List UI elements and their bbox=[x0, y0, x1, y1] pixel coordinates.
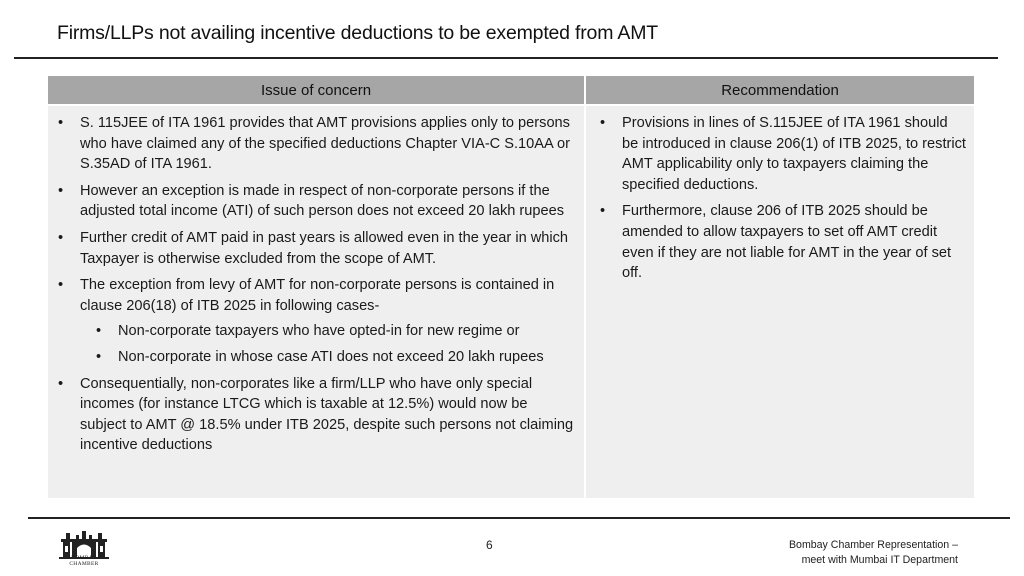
exception-case-item: • Non-corporate taxpayers who have opted-in for new regime or bbox=[118, 321, 576, 342]
bombay-chamber-logo bbox=[56, 529, 112, 567]
footer-divider bbox=[28, 517, 1010, 519]
exception-case-item: • Non-corporate in whose case ATI does not exceed 20 lakh rupees bbox=[118, 347, 576, 368]
issue-list bbox=[80, 113, 576, 456]
issue-item: • S. 115JEE of ITA 1961 provides that AMT provisions applies only to persons who have claimed any of the specified deductions Chapter VIA-C S.10AA or S.35AD of ITA 1961. bbox=[80, 113, 576, 175]
recommendation-column bbox=[586, 76, 974, 498]
title-divider bbox=[14, 57, 998, 59]
recommendation-item: • Provisions in lines of S.115JEE of ITA 1961 should be introduced in clause 206(1) of ITB 2025, to restrict AMT applicability only to taxpayers claiming the specified deductions. bbox=[622, 113, 966, 195]
exception-cases-list bbox=[118, 321, 576, 367]
logo-wordmark: BOMBAY CHAMBER bbox=[69, 555, 99, 567]
recommendation-list bbox=[622, 113, 966, 284]
issue-item-text: The exception from levy of AMT for non-corporate persons is contained in clause 206(18) of ITB 2025 in following cases- bbox=[80, 277, 555, 314]
issue-column bbox=[48, 76, 584, 498]
issue-item-with-cases bbox=[80, 275, 576, 367]
issue-body bbox=[48, 106, 584, 498]
recommendation-item: • Furthermore, clause 206 of ITB 2025 should be amended to allow taxpayers to set off AMT credit even if they are not liable for AMT in the year of set off. bbox=[622, 201, 966, 283]
footer-caption-line: meet with Mumbai IT Department bbox=[801, 553, 958, 566]
issue-item: • However an exception is made in respect of non-corporate persons if the adjusted total income (ATI) of such person does not exceed 20 lakh rupees bbox=[80, 181, 576, 222]
recommendation-body bbox=[586, 106, 974, 498]
footer-caption bbox=[789, 538, 958, 567]
issue-recommendation-table bbox=[48, 76, 974, 498]
recommendation-header: Recommendation bbox=[586, 76, 974, 104]
issue-item: • Consequentially, non-corporates like a firm/LLP who have only special incomes (for instance LTCG which is taxable at 12.5%) would now be subject to AMT @ 18.5% under ITB 2025, despite such persons not claiming incentive deductions bbox=[80, 374, 576, 456]
issue-header: Issue of concern bbox=[48, 76, 584, 104]
issue-item: • Further credit of AMT paid in past years is allowed even in the year in which Taxpayer is otherwise excluded from the scope of AMT. bbox=[80, 228, 576, 269]
footer-caption-line: Bombay Chamber Representation – bbox=[788, 539, 958, 551]
slide-title: Firms/LLPs not availing incentive deductions to be exempted from AMT bbox=[57, 22, 658, 44]
page-number: 6 bbox=[486, 538, 493, 552]
